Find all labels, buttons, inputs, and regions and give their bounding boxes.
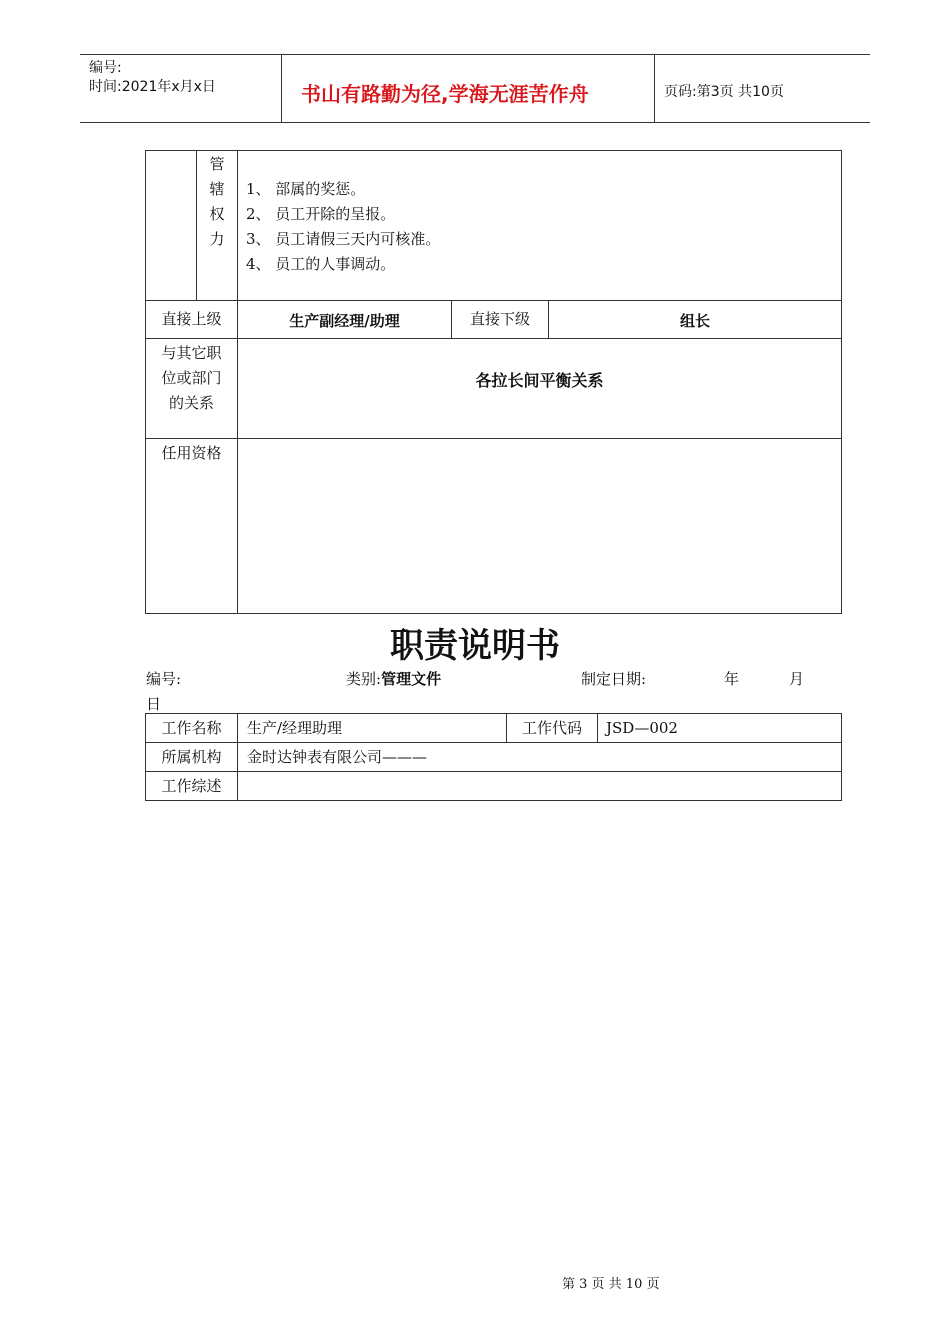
header-divider [654, 55, 655, 123]
job-name-label: 工作名称 [161, 719, 222, 737]
list-item: 3、 员工请假三天内可核准。 [246, 230, 441, 248]
table-rule [237, 714, 238, 800]
doc-category-value: 管理文件 [381, 670, 442, 688]
table-rule [146, 771, 841, 772]
superior-value: 生产副经理/助理 [289, 312, 400, 330]
superior-label: 直接上级 [161, 310, 222, 328]
qualification-label: 任用资格 [161, 444, 222, 462]
list-item: 2、 员工开除的呈报。 [246, 205, 396, 223]
table-rule [146, 742, 841, 743]
table-rule [146, 438, 841, 439]
header-number-label: 编号: [89, 60, 122, 76]
doc-year-label: 年 [724, 670, 740, 688]
header-motto: 书山有路勤为径,学海无涯苦作舟 [301, 82, 589, 106]
doc-category-label: 类别: [346, 670, 382, 688]
duty-table-continued [145, 150, 842, 614]
doc-day-label: 日 [146, 695, 162, 713]
authority-label: 管 辖 权 力 [209, 155, 225, 248]
job-code-value: JSD—002 [606, 719, 678, 737]
page-footer: 第 3 页 共 10 页 [562, 1277, 660, 1292]
relation-label: 与其它职 位或部门 的关系 [161, 344, 222, 412]
page-header [80, 54, 870, 123]
doc-number-label: 编号: [146, 670, 182, 688]
list-item: 4、 员工的人事调动。 [246, 255, 396, 273]
header-meta [89, 59, 216, 97]
job-code-label: 工作代码 [521, 719, 582, 737]
org-value: 金时达钟表有限公司——— [247, 748, 428, 766]
subordinate-label: 直接下级 [469, 310, 530, 328]
doc-month-label: 月 [789, 670, 805, 688]
document-title: 职责说明书 [390, 626, 560, 666]
header-page-info: 页码:第3页 共10页 [664, 84, 784, 100]
list-item: 1、 部属的奖惩。 [246, 180, 366, 198]
summary-label: 工作综述 [161, 777, 222, 795]
table-rule [597, 714, 598, 742]
table-rule [146, 300, 841, 301]
relation-value: 各拉长间平衡关系 [475, 371, 604, 390]
doc-category [346, 668, 441, 689]
header-divider [281, 55, 282, 123]
header-time-label: 时间:2021年x月x日 [89, 79, 216, 95]
subordinate-value: 组长 [679, 312, 710, 330]
job-info-table [145, 713, 842, 801]
org-label: 所属机构 [161, 748, 222, 766]
doc-date-label: 制定日期: [581, 670, 647, 688]
job-name-value: 生产/经理助理 [247, 719, 343, 737]
table-rule [146, 338, 841, 339]
authority-list [246, 177, 440, 277]
